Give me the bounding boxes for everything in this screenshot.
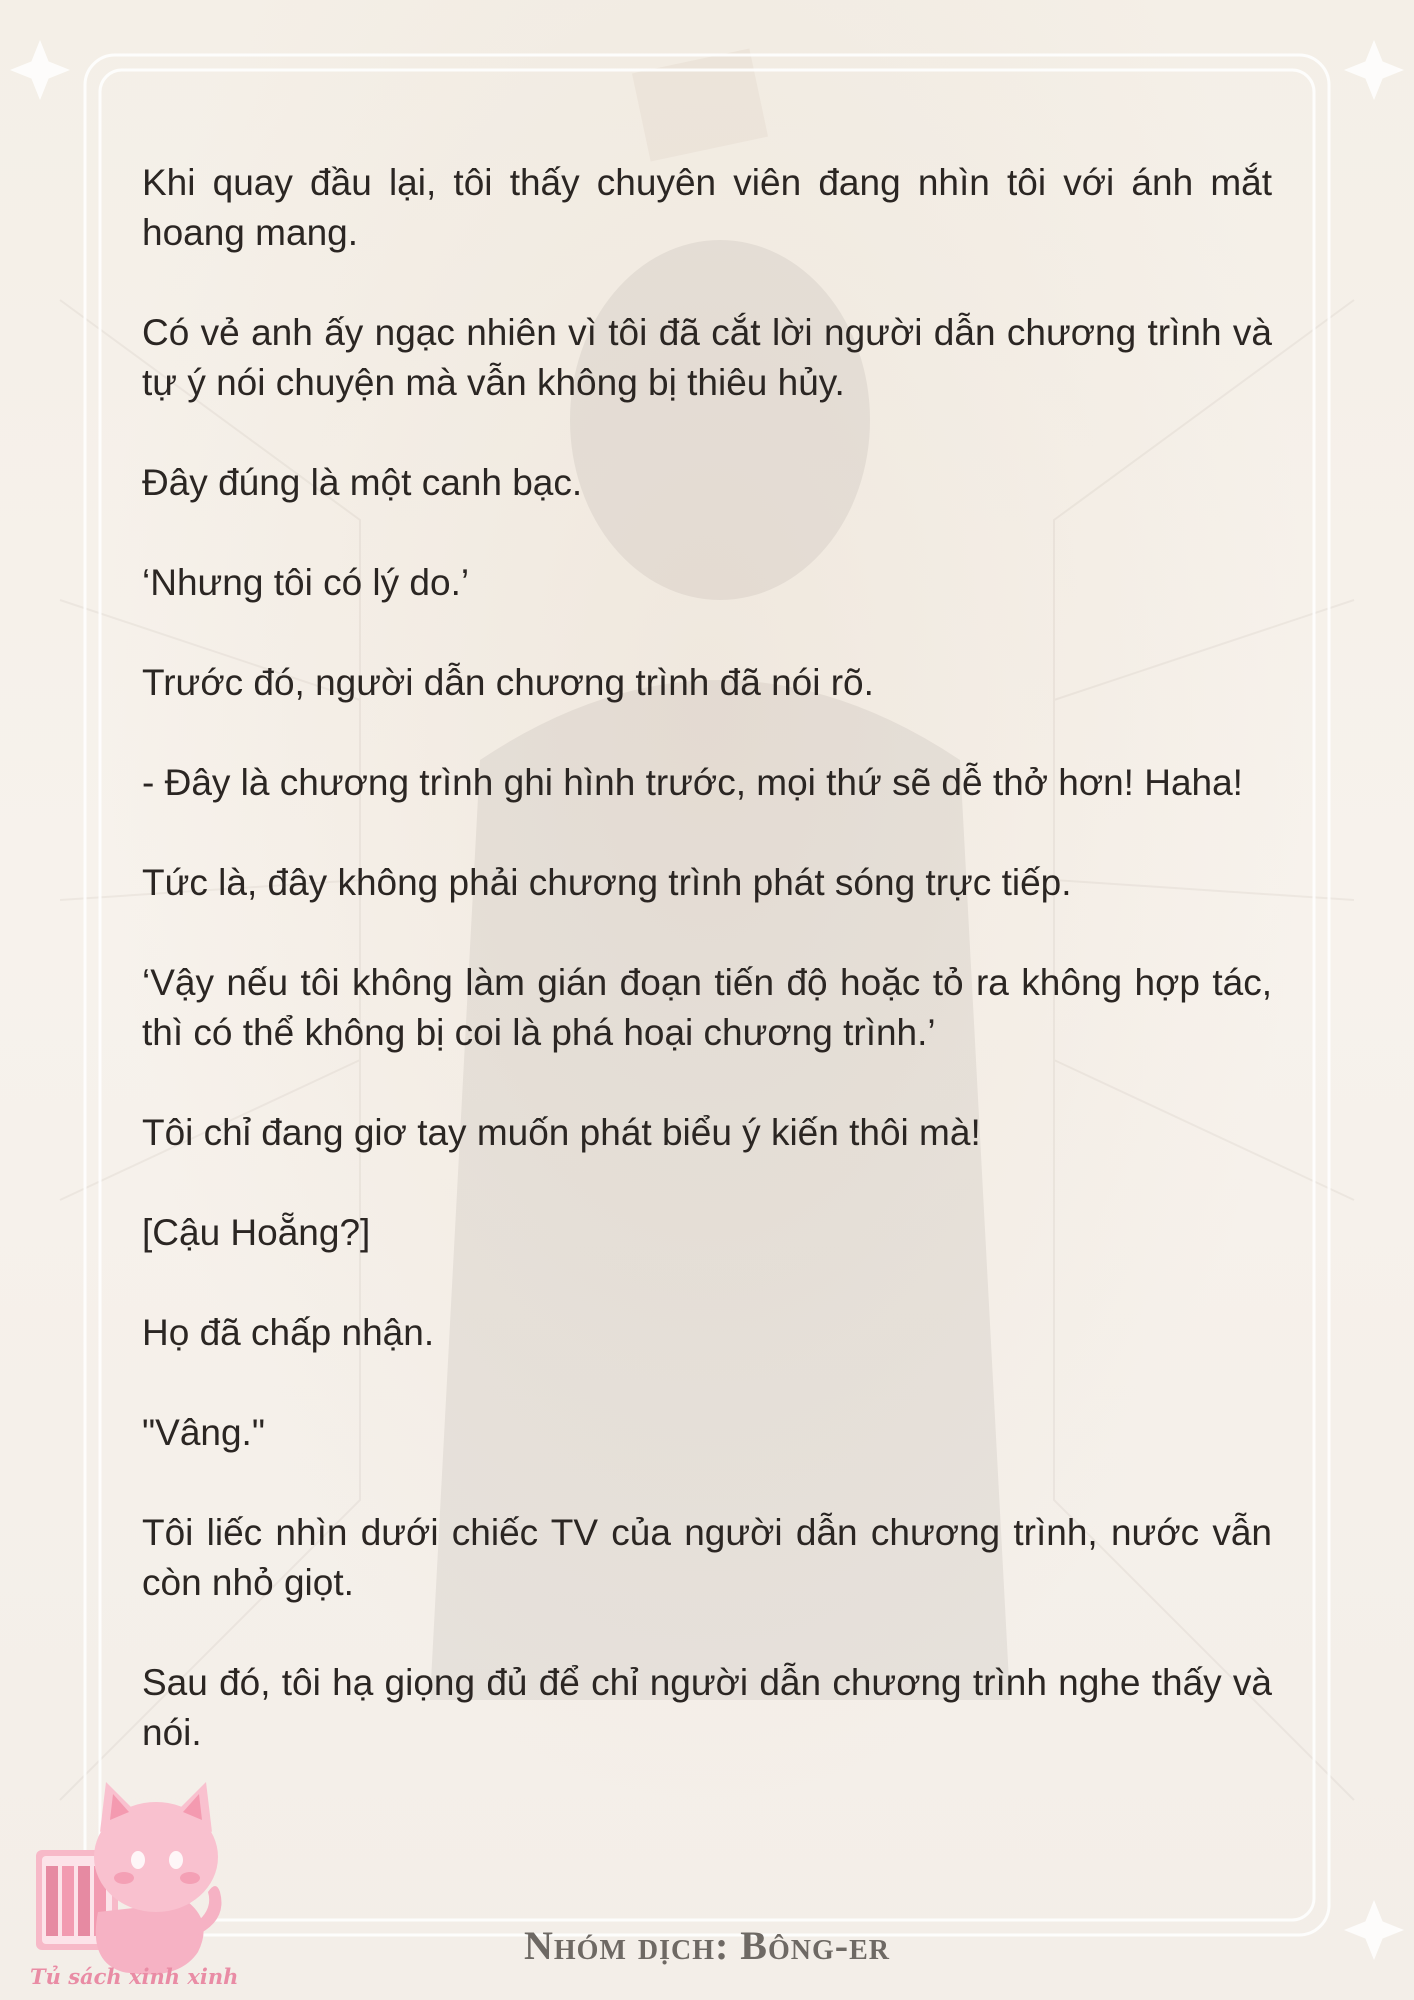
paragraph: Khi quay đầu lại, tôi thấy chuyên viên đang nhìn tôi với ánh mắt hoang mang.: [142, 162, 1272, 253]
paragraph: ‘Nhưng tôi có lý do.’: [142, 562, 470, 603]
logo-caption: Tủ sách xinh xinh: [30, 1964, 239, 1989]
paragraph: - Đây là chương trình ghi hình trước, mọi thứ sẽ dễ thở hơn! Haha!: [142, 762, 1243, 803]
paragraph: ‘Vậy nếu tôi không làm gián đoạn tiến độ hoặc tỏ ra không hợp tác, thì có thể không bị coi là phá hoại chương trình.’: [142, 962, 1272, 1053]
paragraph: Tôi chỉ đang giơ tay muốn phát biểu ý kiến thôi mà!: [142, 1112, 981, 1153]
paragraph: "Vâng.": [142, 1412, 265, 1453]
paragraph: Trước đó, người dẫn chương trình đã nói rõ.: [142, 662, 874, 703]
paragraph: Tức là, đây không phải chương trình phát sóng trực tiếp.: [142, 862, 1072, 903]
translator-credit: Nhóm dịch: Bông-er: [524, 1923, 890, 1968]
paragraph: [Cậu Hoẵng?]: [142, 1212, 371, 1253]
story-text: [142, 158, 1272, 1758]
paragraph: Tôi liếc nhìn dưới chiếc TV của người dẫn chương trình, nước vẫn còn nhỏ giọt.: [142, 1512, 1272, 1603]
paragraph: Đây đúng là một canh bạc.: [142, 462, 583, 503]
paragraph: Họ đã chấp nhận.: [142, 1312, 435, 1353]
paragraph: Có vẻ anh ấy ngạc nhiên vì tôi đã cắt lời người dẫn chương trình và tự ý nói chuyện mà vẫn không bị thiêu hủy.: [142, 312, 1272, 403]
paragraph: Sau đó, tôi hạ giọng đủ để chỉ người dẫn chương trình nghe thấy và nói.: [142, 1662, 1272, 1753]
